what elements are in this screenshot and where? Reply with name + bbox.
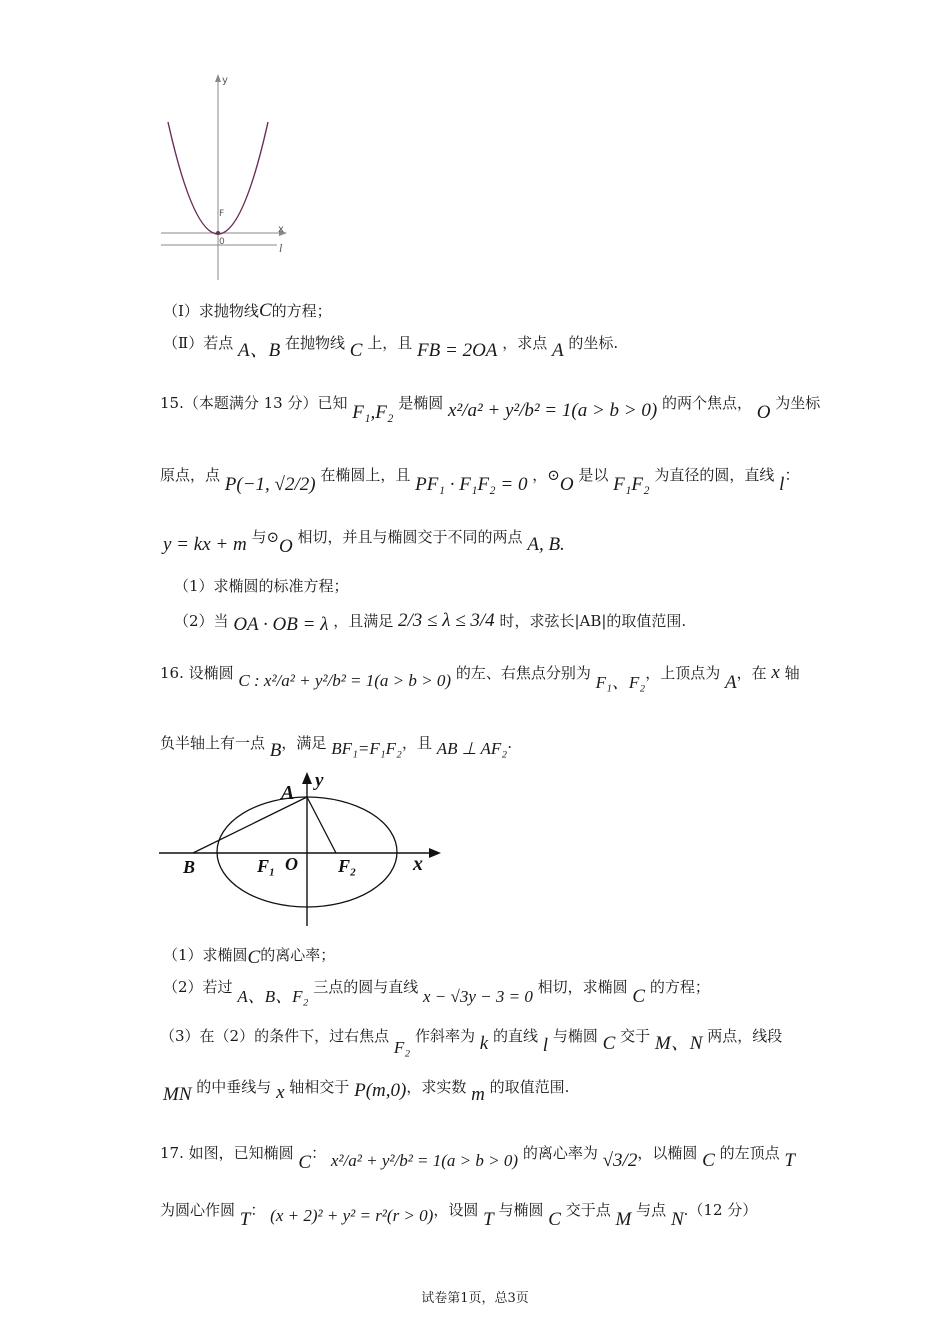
math: M xyxy=(615,1209,632,1230)
text: ，以椭圆 xyxy=(637,1144,698,1162)
point-A-label: A xyxy=(281,782,295,804)
text: （3）在（2）的条件下，过右焦点 xyxy=(160,1027,390,1045)
origin-O-label: O xyxy=(285,854,298,874)
math: A、B、F₂ xyxy=(237,987,309,1006)
text: 是以 xyxy=(578,466,609,484)
text: ： xyxy=(311,1144,327,1162)
math: PF₁ · F₁F₂ = 0 xyxy=(415,474,528,495)
math: B xyxy=(269,740,282,761)
math: A xyxy=(725,672,737,693)
point-B-label: B xyxy=(183,857,196,877)
math: 2/3 ≤ λ ≤ 3/4 xyxy=(398,610,495,631)
text: 与椭圆 xyxy=(498,1201,544,1219)
text: 轴相交于 xyxy=(289,1078,350,1096)
text: （Ⅱ）若点 xyxy=(163,334,234,352)
text: 轴 xyxy=(784,664,800,682)
math: T xyxy=(784,1150,795,1171)
point-F2-label: F₂ xyxy=(338,856,357,876)
text: 作斜率为 xyxy=(414,1027,475,1045)
point-F1-label: F₁ xyxy=(257,856,276,876)
math: x²/a² + y²/b² = 1(a > b > 0) xyxy=(330,1151,519,1170)
math: O xyxy=(559,474,574,495)
math: FB = 2OA xyxy=(417,340,498,361)
text: 的左、右焦点分别为 xyxy=(455,664,591,682)
math: l xyxy=(779,474,785,495)
math: √3/2 xyxy=(602,1150,638,1171)
text: 与⊙ xyxy=(251,528,280,546)
directrix-label: l xyxy=(279,241,283,255)
text: 的左顶点 xyxy=(719,1144,780,1162)
y-axis-label: y xyxy=(222,75,228,86)
text: 交于 xyxy=(620,1027,651,1045)
text: （Ⅰ）求抛物线 xyxy=(163,302,259,320)
text: 时，求弦长|AB|的取值范围. xyxy=(499,612,687,630)
text: ，满足 xyxy=(281,734,327,752)
text: ： xyxy=(250,1201,266,1219)
text: 的离心率； xyxy=(260,946,336,964)
text: 的方程； xyxy=(271,302,332,320)
text: （2）当 xyxy=(174,612,229,630)
text: 上，且 xyxy=(367,334,413,352)
q16-sub1 xyxy=(163,945,336,968)
y-axis-label: y xyxy=(315,770,324,791)
math: y = kx + m xyxy=(163,534,247,555)
text: 在椭圆上，且 xyxy=(320,466,411,484)
math: F₁F₂ xyxy=(613,474,650,495)
text: 的直线 xyxy=(492,1027,538,1045)
text: （1）求椭圆 xyxy=(163,946,248,964)
q15-sub1 xyxy=(174,576,349,596)
math: C xyxy=(258,300,272,321)
ellipse-figure xyxy=(155,768,455,928)
math: N xyxy=(670,1209,684,1230)
parabola-figure xyxy=(155,70,295,285)
text: 的中垂线与 xyxy=(196,1078,272,1096)
math: AB ⊥ AF₂ xyxy=(436,739,508,758)
math: C xyxy=(548,1209,561,1230)
text: 与椭圆 xyxy=(552,1027,598,1045)
math: O xyxy=(279,536,293,557)
text: .（12 分） xyxy=(683,1201,758,1219)
text: 相切，并且与椭圆交于不同的两点 xyxy=(297,528,523,546)
text: 与点 xyxy=(636,1201,667,1219)
text: 交于点 xyxy=(565,1201,611,1219)
math: x xyxy=(771,662,780,683)
text: ，在 xyxy=(736,664,767,682)
text: 的取值范围. xyxy=(489,1078,570,1096)
math: BF₁=F₁F₂ xyxy=(331,739,402,758)
focus-label: F xyxy=(219,209,225,219)
math: A xyxy=(552,340,564,361)
text: ，⊙ xyxy=(532,466,560,484)
origin-label: 0 xyxy=(219,237,225,247)
text: 为圆心作圆 xyxy=(160,1201,236,1219)
text: ： xyxy=(784,466,800,484)
text: 17. 如图，已知椭圆 xyxy=(160,1144,294,1162)
text: （2）若过 xyxy=(163,978,233,996)
math: O xyxy=(756,402,771,423)
q14-part1 xyxy=(163,301,332,321)
q16-sub2 xyxy=(163,977,710,1007)
math: x − √3y − 3 = 0 xyxy=(422,987,533,1006)
text: 16. 设椭圆 xyxy=(160,664,234,682)
text: 负半轴上有一点 xyxy=(160,734,266,752)
text: 为直径的圆，直线 xyxy=(654,466,775,484)
q15-line3 xyxy=(163,527,565,557)
math: m xyxy=(471,1084,485,1105)
q16-sub4 xyxy=(163,1077,570,1105)
math: (x + 2)² + y² = r²(r > 0) xyxy=(270,1206,434,1225)
text: . xyxy=(507,734,512,752)
math: x²/a² + y²/b² = 1(a > b > 0) xyxy=(448,400,658,421)
text: 15.（本题满分 13 分）已知 xyxy=(160,394,348,412)
text: （1）求椭圆的标准方程； xyxy=(174,577,349,595)
math: C xyxy=(298,1152,312,1173)
q17-line1 xyxy=(160,1143,795,1173)
text: 为坐标 xyxy=(775,394,821,412)
page-footer: 试卷第1页，总3页 xyxy=(421,1291,529,1306)
q16-line1 xyxy=(160,662,800,693)
text: 的两个焦点， xyxy=(661,394,752,412)
text: 的方程； xyxy=(649,978,710,996)
text: 三点的圆与直线 xyxy=(313,978,419,996)
q16-line2 xyxy=(160,733,512,761)
math: P(−1, √2/2) xyxy=(224,474,316,495)
x-axis-label: x xyxy=(413,853,423,875)
math: C xyxy=(702,1150,715,1171)
math: C xyxy=(632,986,646,1007)
math: MN xyxy=(163,1084,192,1105)
x-axis-label: x xyxy=(278,224,284,235)
math: k xyxy=(479,1033,489,1054)
q15-line1 xyxy=(160,393,821,423)
q14-part2 xyxy=(163,333,619,361)
math: l xyxy=(542,1035,549,1056)
q16-sub3 xyxy=(160,1026,783,1057)
text: 原点，点 xyxy=(160,466,221,484)
text: ，且满足 xyxy=(333,612,394,630)
math: M、N xyxy=(654,1033,703,1054)
math: P(m,0) xyxy=(354,1080,407,1101)
text: 相切，求椭圆 xyxy=(537,978,628,996)
q17-line2 xyxy=(160,1200,758,1230)
math: T xyxy=(483,1209,494,1230)
text: 的坐标. xyxy=(568,334,619,352)
math: x xyxy=(276,1082,285,1103)
math: T xyxy=(239,1209,251,1230)
math: A, B. xyxy=(527,534,565,555)
math: A、B xyxy=(237,340,281,361)
math: F₁,F₂ xyxy=(352,402,394,423)
math: F₂ xyxy=(393,1038,411,1057)
text: ，上顶点为 xyxy=(645,664,721,682)
q15-line2 xyxy=(160,465,800,495)
text: 在抛物线 xyxy=(284,334,345,352)
math: C xyxy=(349,340,363,361)
text: ，且 xyxy=(401,734,432,752)
text: ，设圆 xyxy=(433,1201,479,1219)
math: OA · OB = λ xyxy=(233,614,329,635)
q15-sub2 xyxy=(174,610,687,635)
text: ，求点 xyxy=(502,334,548,352)
text: 是椭圆 xyxy=(398,394,444,412)
text: 的离心率为 xyxy=(522,1144,598,1162)
math: C xyxy=(602,1033,616,1054)
math: C xyxy=(247,947,261,968)
math: C : x²/a² + y²/b² = 1(a > b > 0) xyxy=(238,671,452,690)
text: 两点，线段 xyxy=(707,1027,783,1045)
math: F₁、F₂ xyxy=(595,673,646,692)
text: ，求实数 xyxy=(406,1078,467,1096)
